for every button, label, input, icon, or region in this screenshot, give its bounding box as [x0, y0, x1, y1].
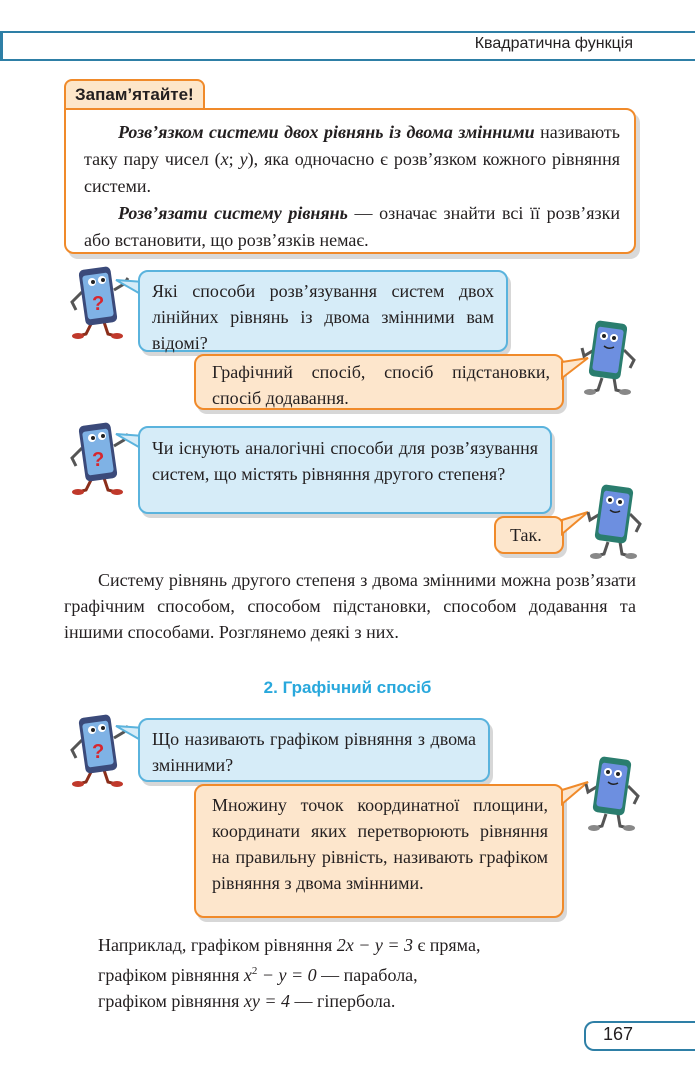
example-text: графіком рівняння — [98, 965, 244, 985]
examples — [98, 932, 618, 1014]
answer-bubble — [194, 354, 564, 410]
question-bubble — [138, 718, 490, 782]
definition-text: — означає знайти всі її розв’язки або встановити, що розв’язків немає. — [84, 203, 620, 250]
phone-character-answer-icon — [584, 756, 646, 834]
definition-solve — [84, 200, 620, 254]
example-text: — парабола, — [316, 965, 418, 985]
question-text: Що називають графіком рівняння з двома змінними? — [152, 729, 476, 775]
equation: xy = 4 — [243, 991, 290, 1011]
paragraph: Систему рівнянь другого степеня з двома змінними можна розв’язати графічним способом, способом підстановки, способом додавання та іншими способами. Розглянемо деякі з них. — [64, 570, 636, 642]
definition-text: називають таку пару чисел ( — [84, 122, 621, 169]
question-text: Чи існують аналогічні способи для розв’язування систем, що містять рівняння другого степеня? — [152, 438, 538, 484]
section-title: 2. Графічний спосіб — [263, 678, 432, 697]
equation: 2x − y = 3 — [336, 935, 414, 955]
definition-text: ), яка одночасно є розв’язком кожного рівняння системи. — [84, 149, 620, 196]
example-text: — гіпербола. — [290, 991, 396, 1011]
header-title: Квадратична функція — [474, 35, 633, 52]
example-line — [98, 932, 618, 958]
exponent: 2 — [251, 965, 258, 977]
answer-text: Графічний спосіб, спосіб підстановки, спосіб додавання. — [212, 362, 550, 408]
var-x: x — [220, 149, 229, 169]
page-number: 167 — [603, 1024, 634, 1044]
header-left-rule — [0, 31, 3, 60]
answer-text: Множину точок координатної площини, координати яких перетворюють рівняння на правильну рівність, називають графіком рівняння з двома змінними. — [212, 795, 548, 893]
separator: ; — [228, 149, 240, 169]
question-text: Які способи розв’язування систем двох лінійних рівнянь із двома змінними вам відомі? — [152, 281, 494, 353]
equation: x — [243, 965, 252, 985]
phone-character-question-icon — [70, 264, 132, 342]
remember-tab: Запам’ятайте! — [64, 79, 205, 109]
term-solve: Розв’язати систему рівнянь — [118, 203, 348, 223]
example-line — [98, 958, 618, 988]
header-bottom-rule — [0, 59, 695, 61]
phone-character-answer-icon — [580, 320, 642, 398]
equation: − y = 0 — [257, 965, 317, 985]
example-text: графіком рівняння — [98, 991, 244, 1011]
example-text: Наприклад, графіком рівняння — [98, 935, 337, 955]
example-line — [98, 988, 618, 1014]
definition-solution — [84, 119, 620, 200]
answer-text: Так. — [510, 525, 542, 545]
var-y: y — [239, 149, 248, 169]
page-number-frame — [584, 1021, 695, 1051]
question-bubble — [138, 426, 552, 514]
question-bubble — [138, 270, 508, 352]
remember-box — [64, 108, 636, 254]
running-header — [0, 31, 695, 60]
answer-bubble — [194, 784, 564, 918]
example-text: є пряма, — [413, 935, 481, 955]
term-solution: Розв’язком системи двох рівнянь із двома змінними — [118, 122, 535, 142]
answer-bubble — [494, 516, 564, 554]
phone-character-answer-icon — [586, 484, 648, 562]
